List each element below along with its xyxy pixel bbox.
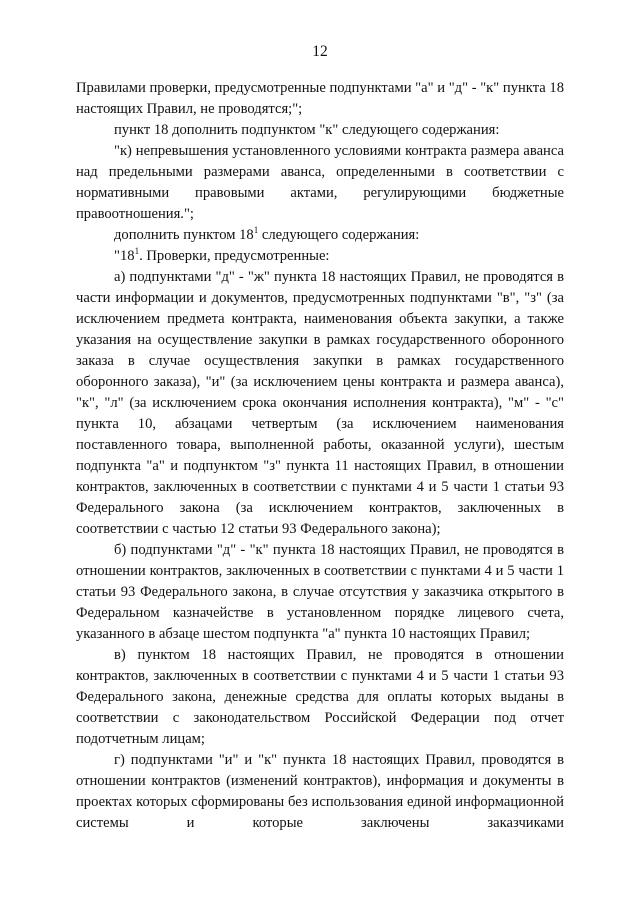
paragraph-text: Правилами проверки, предусмотренные подпунктами "а" и "д" - "к" пункта 18 настоящих Правил, не проводятся;"; bbox=[76, 80, 564, 117]
paragraph-text: г) подпунктами "и" и "к" пункта 18 настоящих Правил, проводятся в отношении контрактов (изменений контрактов), информация и документы в проектах которых сформированы без использования единой информационной системы и которые заключены заказчиками bbox=[76, 752, 564, 831]
superscript: 1 bbox=[134, 246, 140, 257]
page-number: 12 bbox=[312, 43, 328, 60]
superscript: 1 bbox=[253, 225, 259, 236]
paragraph-text: "к) непревышения установленного условиями контракта размера аванса над предельными размерами аванса, определенными в соответствии с нормативными правовыми актами, регулирующими бюджетные правоотношения."; bbox=[76, 143, 564, 222]
paragraph-text: б) подпунктами "д" - "к" пункта 18 настоящих Правил, не проводятся в отношении контрактов, заключенных в соответствии с пунктами 4 и 5 части 1 статьи 93 Федерального закона, в случае отсутствия у заказчика открытого в Федеральном казначействе в установленном порядке лицевого счета, указанного в абзаце шестом подпункта "а" пункта 10 настоящих Правил; bbox=[76, 542, 564, 642]
paragraph-text: дополнить пунктом 18 bbox=[114, 227, 254, 243]
paragraph-text: . Проверки, предусмотренные: bbox=[139, 248, 330, 264]
paragraph-text: следующего содержания: bbox=[258, 227, 420, 243]
paragraph bbox=[76, 78, 564, 120]
paragraph bbox=[76, 540, 564, 645]
paragraph-text: а) подпунктами "д" - "ж" пункта 18 настоящих Правил, не проводятся в части информации и документов, предусмотренных подпунктами "в", "з" (за исключением предмета контракта, наименования объекта закупки, а также указания на осуществление закупки в рамках государственного оборонного заказа в случае осуществления закупки в рамках государственного оборонного заказа), "и" (за исключением цены контракта и размера аванса), "к", "л" (за исключением срока окончания исполнения контракта), "м" - "с" пункта 10, абзацами четвертым (за исключением наименования поставленного товара, выполненной работы, оказанной услуги), шестым подпункта "а" и подпунктом "з" пункта 11 настоящих Правил, в отношении контрактов, заключенных в соответствии с пунктами 4 и 5 части 1 статьи 93 Федерального закона (за исключением контрактов, заключенных в соответствии с частью 12 статьи 93 Федерального закона); bbox=[76, 269, 564, 537]
paragraph bbox=[76, 267, 564, 540]
paragraph bbox=[76, 141, 564, 225]
paragraph bbox=[76, 246, 564, 267]
paragraph bbox=[76, 225, 564, 246]
paragraph bbox=[76, 645, 564, 750]
paragraph-text: "18 bbox=[114, 248, 135, 264]
paragraph-text: в) пунктом 18 настоящих Правил, не проводятся в отношении контрактов, заключенных в соответствии с пунктами 4 и 5 части 1 статьи 93 Федерального закона, денежные средства для оплаты которых выданы в соответствии с законодательством Российской Федерации под отчет подотчетным лицам; bbox=[76, 647, 564, 747]
document-body bbox=[76, 78, 564, 834]
paragraph bbox=[76, 750, 564, 834]
paragraph-text: пункт 18 дополнить подпунктом "к" следующего содержания: bbox=[114, 122, 500, 138]
paragraph bbox=[76, 120, 564, 141]
